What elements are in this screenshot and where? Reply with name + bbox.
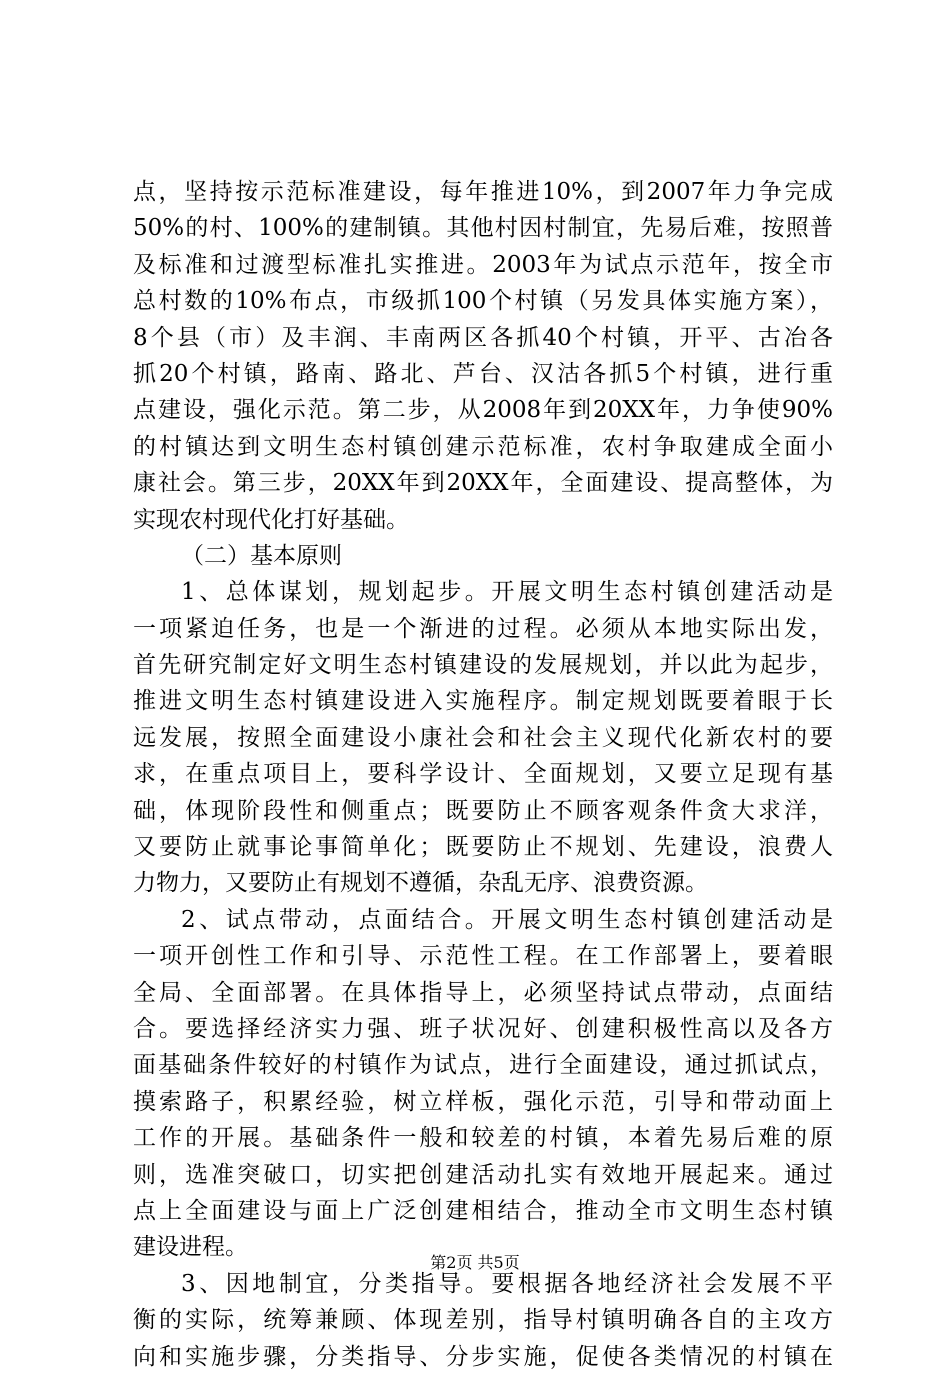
text-line: 总村数的10%布点，市级抓100个村镇（另发具体实施方案）， bbox=[133, 288, 833, 315]
text-line: 抓20个村镇，路南、路北、芦台、汉沽各抓5个村镇，进行重 bbox=[133, 360, 833, 387]
text-line: 康社会。第三步，20XX年到20XX年，全面建设、提高整体，为 bbox=[133, 470, 833, 497]
text-line: 求，在重点项目上，要科学设计、全面规划，又要立足现有基 bbox=[133, 761, 833, 788]
text-line: 首先研究制定好文明生态村镇建设的发展规划，并以此为起步， bbox=[133, 652, 833, 679]
text-line: 一项开创性工作和引导、示范性工程。在工作部署上，要着眼 bbox=[133, 943, 833, 970]
text-line: 实现农村现代化打好基础。 bbox=[133, 506, 409, 533]
text-line: 推进文明生态村镇建设进入实施程序。制定规划既要着眼于长 bbox=[133, 688, 833, 715]
text-line: 建设进程。 bbox=[133, 1234, 248, 1261]
text-line: 础，体现阶段性和侧重点；既要防止不顾客观条件贪大求洋， bbox=[133, 797, 833, 824]
text-line: 摸索路子，积累经验，树立样板，强化示范，引导和带动面上 bbox=[133, 1088, 833, 1115]
text-line: 1、总体谋划，规划起步。开展文明生态村镇创建活动是 bbox=[181, 579, 833, 606]
text-line: 向和实施步骤，分类指导、分步实施，促使各类情况的村镇在 bbox=[133, 1343, 833, 1370]
text-line: 面基础条件较好的村镇作为试点，进行全面建设，通过抓试点， bbox=[133, 1052, 833, 1079]
text-line: 3、因地制宜，分类指导。要根据各地经济社会发展不平 bbox=[181, 1270, 833, 1297]
text-line: 点上全面建设与面上广泛创建相结合，推动全市文明生态村镇 bbox=[133, 1197, 833, 1224]
text-line: 全局、全面部署。在具体指导上，必须坚持试点带动，点面结 bbox=[133, 979, 833, 1006]
text-line: 又要防止就事论事简单化；既要防止不规划、先建设，浪费人 bbox=[133, 834, 833, 861]
text-line: 合。要选择经济实力强、班子状况好、创建积极性高以及各方 bbox=[133, 1015, 833, 1042]
text-line: 则，选准突破口，切实把创建活动扎实有效地开展起来。通过 bbox=[133, 1161, 833, 1188]
text-line: 的村镇达到文明生态村镇创建示范标准，农村争取建成全面小 bbox=[133, 433, 833, 460]
text-line: 工作的开展。基础条件一般和较差的村镇，本着先易后难的原 bbox=[133, 1125, 833, 1152]
text-line: 衡的实际，统筹兼顾、体现差别，指导村镇明确各自的主攻方 bbox=[133, 1307, 833, 1334]
text-line: 远发展，按照全面建设小康社会和社会主义现代化新农村的要 bbox=[133, 724, 833, 751]
document-body bbox=[133, 174, 833, 1375]
text-line: （二）基本原则 bbox=[181, 542, 342, 569]
text-line: 2、试点带动，点面结合。开展文明生态村镇创建活动是 bbox=[181, 906, 833, 933]
text-line: 点建设，强化示范。第二步，从2008年到20XX年，力争使90% bbox=[133, 397, 833, 424]
text-line: 50%的村、100%的建制镇。其他村因村制宜，先易后难，按照普 bbox=[133, 215, 833, 242]
text-line: 一项紧迫任务，也是一个渐进的过程。必须从本地实际出发， bbox=[133, 615, 833, 642]
text-line: 及标准和过渡型标准扎实推进。2003年为试点示范年，按全市 bbox=[133, 251, 833, 278]
text-line: 点，坚持按示范标准建设，每年推进10%，到2007年力争完成 bbox=[133, 179, 833, 205]
page-footer: 第2页 共5页 bbox=[430, 1253, 520, 1272]
text-line: 力物力，又要防止有规划不遵循，杂乱无序、浪费资源。 bbox=[133, 870, 708, 897]
text-line: 8个县（市）及丰润、丰南两区各抓40个村镇，开平、古冶各 bbox=[133, 324, 833, 351]
